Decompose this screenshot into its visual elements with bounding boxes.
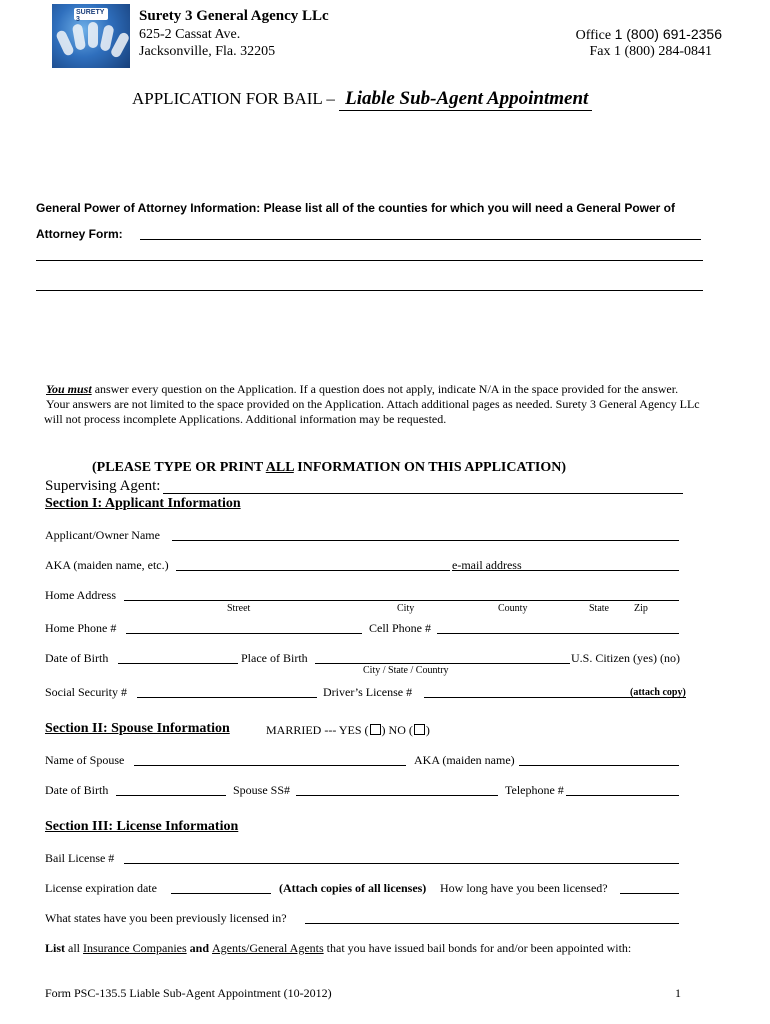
instructions-line1 xyxy=(46,382,678,397)
section3-heading: Section III: License Information xyxy=(45,819,239,834)
you-must-emphasis: You must xyxy=(46,382,92,396)
married-no-checkbox[interactable] xyxy=(414,724,425,735)
married-no-label: ) NO ( xyxy=(381,723,413,737)
agents-general-text: Agents/General Agents xyxy=(212,941,324,955)
city-caption: City xyxy=(397,603,415,614)
social-security-field[interactable] xyxy=(137,697,317,698)
gpoa-instruction-line1: General Power of Attorney Information: Please list all of the counties for which you will need a General Power of xyxy=(36,201,676,215)
all-word: all xyxy=(65,941,84,955)
section1-heading: Section I: Applicant Information xyxy=(45,496,241,511)
spouse-aka-label: AKA (maiden name) xyxy=(414,753,515,767)
license-expiration-label: License expiration date xyxy=(45,881,157,895)
insurance-companies-text: Insurance Companies xyxy=(83,941,187,955)
and-word: and xyxy=(186,941,213,955)
home-address-label: Home Address xyxy=(45,588,116,602)
spouse-date-of-birth-field[interactable] xyxy=(116,795,226,796)
place-of-birth-label: Place of Birth xyxy=(241,651,308,665)
cell-phone-label: Cell Phone # xyxy=(369,621,431,635)
logo-badge xyxy=(74,8,108,23)
list-rest-text: that you have issued bail bonds for and/or been appointed with: xyxy=(323,941,632,955)
state-caption: State xyxy=(589,603,609,614)
print-notice-before: (PLEASE TYPE OR PRINT xyxy=(92,460,266,475)
date-of-birth-label: Date of Birth xyxy=(45,651,109,665)
print-notice-after: INFORMATION ON THIS APPLICATION) xyxy=(293,460,567,475)
email-field[interactable] xyxy=(452,570,679,571)
spouse-aka-field[interactable] xyxy=(519,765,679,766)
spouse-date-of-birth-label: Date of Birth xyxy=(45,783,109,797)
gpoa-instruction-line2: Attorney Form: xyxy=(36,227,123,241)
married-question xyxy=(266,723,430,738)
aka-label: AKA (maiden name, etc.) xyxy=(45,558,169,572)
married-yes-label: MARRIED --- YES ( xyxy=(266,723,369,737)
company-address-line2: Jacksonville, Fla. 32205 xyxy=(139,44,276,59)
home-address-field[interactable] xyxy=(124,600,679,601)
aka-field[interactable] xyxy=(176,570,450,571)
city-state-country-caption: City / State / Country xyxy=(363,665,449,676)
previous-states-field[interactable] xyxy=(305,923,679,924)
cell-phone-field[interactable] xyxy=(437,633,679,634)
office-phone-line xyxy=(576,26,722,44)
zip-caption: Zip xyxy=(634,603,648,614)
spouse-ss-label: Spouse SS# xyxy=(233,783,291,797)
print-notice xyxy=(92,460,566,476)
married-close-paren: ) xyxy=(425,723,430,737)
print-notice-all: ALL xyxy=(265,460,294,475)
attach-copies-note: (Attach copies of all licenses) xyxy=(279,881,427,895)
instructions-line2: Your answers are not limited to the space provided on the Application. Attach additional pages as needed. Surety 3 General Agency LLc xyxy=(46,397,700,411)
married-yes-checkbox[interactable] xyxy=(370,724,381,735)
license-expiration-field[interactable] xyxy=(171,893,271,894)
attach-copy-note: (attach copy) xyxy=(630,687,686,698)
applicant-owner-name-field[interactable] xyxy=(172,540,679,541)
applicant-owner-name-label: Applicant/Owner Name xyxy=(45,528,160,542)
form-title-prefix: APPLICATION FOR BAIL – xyxy=(132,89,335,108)
street-caption: Street xyxy=(227,603,251,614)
social-security-label: Social Security # xyxy=(45,685,127,699)
spouse-telephone-label: Telephone # xyxy=(505,783,564,797)
home-phone-label: Home Phone # xyxy=(45,621,117,635)
list-companies-instruction xyxy=(45,941,631,956)
office-phone: 1 (800) 691-2356 xyxy=(614,26,722,42)
home-phone-field[interactable] xyxy=(126,633,362,634)
logo-hand-shape xyxy=(72,23,86,50)
county-caption: County xyxy=(498,603,528,614)
logo-text: SURETY 3 xyxy=(76,9,105,23)
gpoa-counties-field-3[interactable] xyxy=(36,290,703,291)
supervising-agent-label: Supervising Agent: xyxy=(45,478,161,494)
instructions-line3: will not process incomplete Applications. Additional information may be requested. xyxy=(44,412,447,426)
form-id: Form PSC-135.5 Liable Sub-Agent Appointment (10-2012) xyxy=(45,986,332,1000)
place-of-birth-field[interactable] xyxy=(315,663,570,664)
company-name: Surety 3 General Agency LLc xyxy=(139,8,329,24)
supervising-agent-field[interactable] xyxy=(163,493,683,494)
date-of-birth-field[interactable] xyxy=(118,663,238,664)
logo-hand-shape xyxy=(88,22,98,48)
email-label: e-mail address xyxy=(452,558,522,572)
page-number: 1 xyxy=(675,986,681,1000)
how-long-licensed-field[interactable] xyxy=(620,893,679,894)
previous-states-label: What states have you been previously licensed in? xyxy=(45,911,287,925)
bail-license-label: Bail License # xyxy=(45,851,115,865)
form-title xyxy=(132,88,592,111)
gpoa-counties-field-1[interactable] xyxy=(140,239,701,240)
instructions-line1-text: answer every question on the Application. If a question does not apply, indicate N/A in the space provided for the answer. xyxy=(91,382,679,396)
list-word: List xyxy=(45,941,66,955)
spouse-ss-field[interactable] xyxy=(296,795,498,796)
company-address-line1: 625-2 Cassat Ave. xyxy=(139,27,241,42)
how-long-licensed-label: How long have you been licensed? xyxy=(440,881,608,895)
name-of-spouse-field[interactable] xyxy=(134,765,406,766)
spouse-telephone-field[interactable] xyxy=(566,795,679,796)
company-logo xyxy=(52,4,130,68)
bail-license-field[interactable] xyxy=(124,863,679,864)
drivers-license-label: Driver’s License # xyxy=(323,685,413,699)
office-label: Office xyxy=(575,28,612,43)
fax-number: Fax 1 (800) 284-0841 xyxy=(589,44,712,59)
us-citizen-label: U.S. Citizen (yes) (no) xyxy=(571,651,680,665)
gpoa-counties-field-2[interactable] xyxy=(36,260,703,261)
form-title-emphasis: Liable Sub-Agent Appointment xyxy=(339,88,592,111)
logo-hand-shape xyxy=(55,29,75,57)
name-of-spouse-label: Name of Spouse xyxy=(45,753,125,767)
section2-heading: Section II: Spouse Information xyxy=(45,721,230,736)
